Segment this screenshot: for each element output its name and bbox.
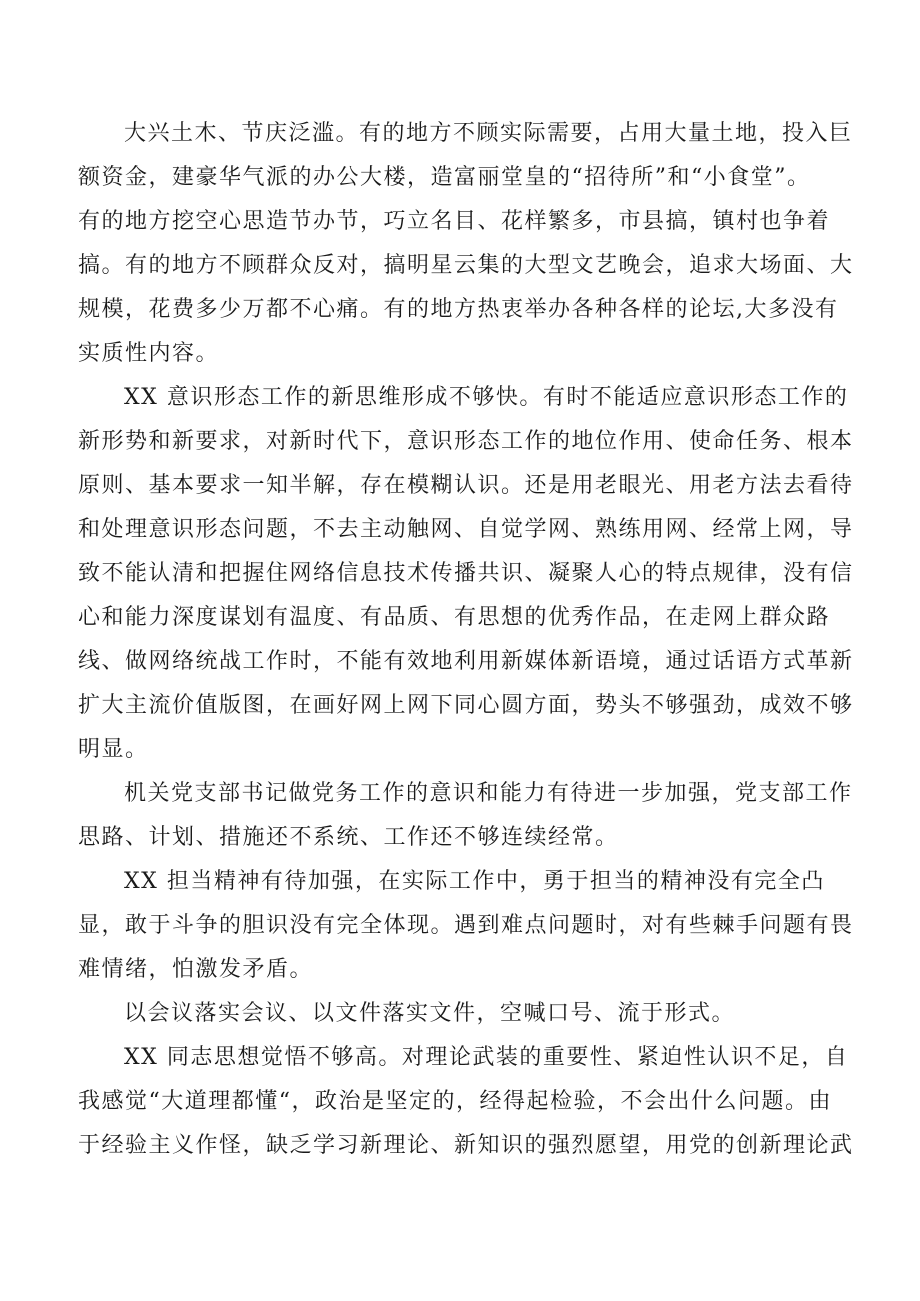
text-line: 明显。 <box>78 737 149 762</box>
text-line: 机关党支部书记做党务工作的意识和能力有待进一步加强，党支部工作 <box>124 781 853 806</box>
text-line: 难情绪，怕激发矛盾。 <box>78 957 314 982</box>
text-line: XX 意识形态工作的新思维形成不够快。有时不能适应意识形态工作的 <box>124 385 849 410</box>
text-line: 大兴土木、节庆泛滥。有的地方不顾实际需要，占用大量土地，投入巨 <box>124 121 853 146</box>
text-line: 扩大主流价值版图，在画好网上网下同心圆方面，势头不够强劲，成效不够 <box>78 693 854 718</box>
text-line: 线、做网络统战工作时，不能有效地利用新媒体新语境，通过话语方式革新 <box>78 649 854 674</box>
text-line: 致不能认清和把握住网络信息技术传播共识、凝聚人心的特点规律，没有信 <box>78 561 854 586</box>
paragraph-extravagance <box>78 112 854 376</box>
paragraph-party-branch <box>78 772 853 860</box>
text-line: 心和能力深度谋划有温度、有品质、有思想的优秀作品，在走网上群众路 <box>78 605 831 630</box>
paragraph-awareness <box>78 1036 854 1168</box>
text-line: 新形势和新要求，对新时代下，意识形态工作的地位作用、使命任务、根本 <box>78 429 854 454</box>
text-line: 规模，花费多少万都不心痛。有的地方热衷举办各种各样的论坛,大多没有 <box>78 297 839 322</box>
text-line: XX 担当精神有待加强，在实际工作中，勇于担当的精神没有完全凸 <box>124 869 825 894</box>
text-line: 有的地方挖空心思造节办节，巧立名目、花样繁多，市县搞，镇村也争着 <box>78 209 831 234</box>
text-line: 实质性内容。 <box>78 341 220 366</box>
paragraph-ideology <box>78 376 854 772</box>
text-line: 于经验主义作怪，缺乏学习新理论、新知识的强烈愿望，用党的创新理论武 <box>78 1133 854 1158</box>
text-line: 搞。有的地方不顾群众反对，搞明星云集的大型文艺晚会，追求大场面、大 <box>78 253 854 278</box>
text-line: 原则、基本要求一知半解，存在模糊认识。还是用老眼光、用老方法去看待 <box>78 473 854 498</box>
text-line: 思路、计划、措施还不系统、工作还不够连续经常。 <box>78 825 619 850</box>
text-line: 显，敢于斗争的胆识没有完全体现。遇到难点问题时，对有些棘手问题有畏 <box>78 913 854 938</box>
paragraph-responsibility <box>78 860 854 992</box>
paragraph-formalism <box>78 992 848 1036</box>
text-line: 以会议落实会议、以文件落实文件，空喊口号、流于形式。 <box>124 1001 736 1026</box>
text-line: XX 同志思想觉悟不够高。对理论武装的重要性、紧迫性认识不足，自 <box>124 1045 849 1070</box>
text-line: 额资金，建豪华气派的办公大楼，造富丽堂皇的“招待所”和“小食堂”。 <box>78 165 811 190</box>
document-body <box>78 112 854 1168</box>
text-line: 我感觉“大道理都懂“，政治是坚定的，经得起检验，不会出什么问题。由 <box>78 1089 832 1114</box>
text-line: 和处理意识形态问题，不去主动触网、自觉学网、熟练用网、经常上网，导 <box>78 517 854 542</box>
